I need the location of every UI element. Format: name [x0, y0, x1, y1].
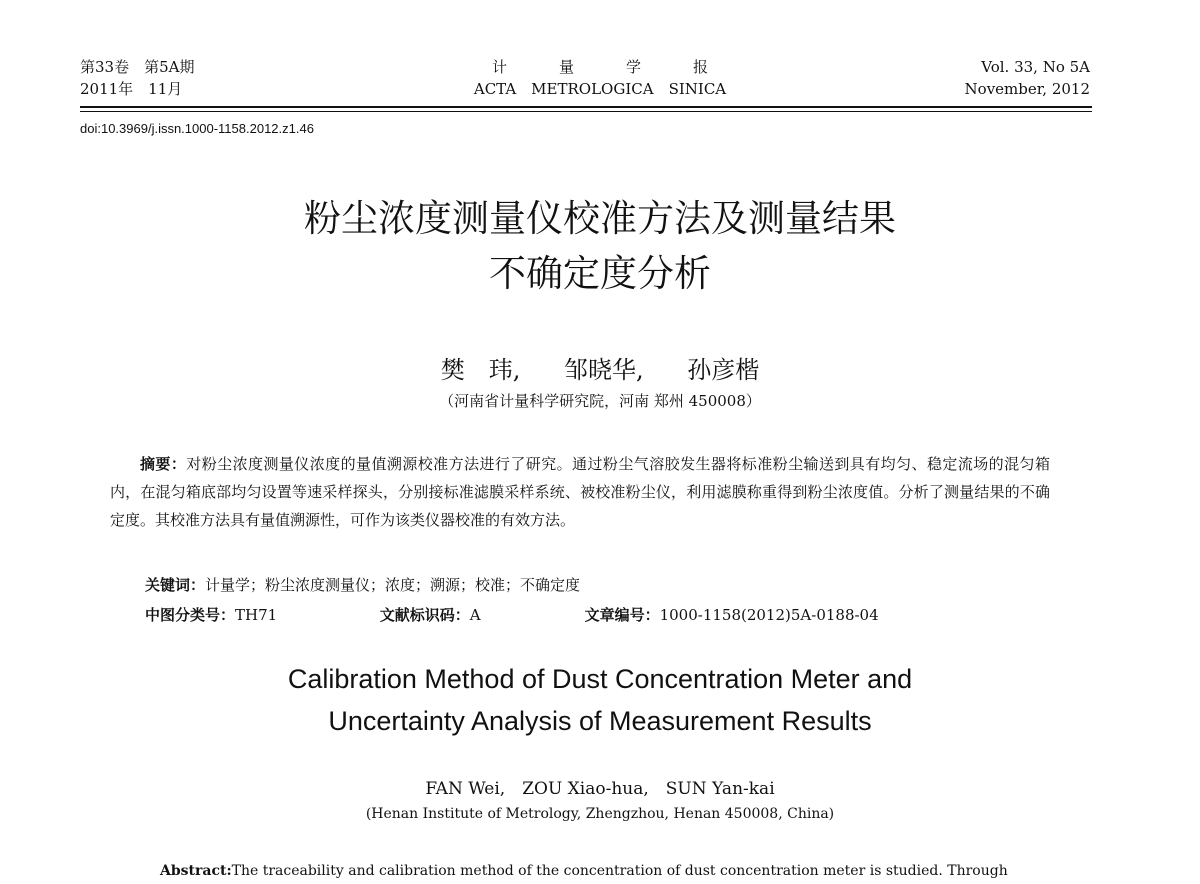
abstract-en-text: The traceability and calibration method of the concentration of dust concentration meter is studied. Through — [231, 863, 1008, 879]
doc-code-label: 文献标识码： — [379, 606, 470, 624]
authors-en: FAN Wei, ZOU Xiao-hua, SUN Yan-kai — [425, 779, 775, 799]
title-cn-line2: 不确定度分析 — [489, 252, 711, 295]
doc-code-value: A — [469, 606, 481, 624]
keywords-cn-label: 关键词： — [145, 576, 206, 594]
journal-volume-en — [965, 56, 1090, 100]
doi[interactable]: doi:10.3969/j.issn.1000-1158.2012.z1.46 — [80, 121, 314, 136]
article-no-value: 1000-1158(2012)5A-0188-04 — [659, 606, 879, 624]
abstract-cn — [110, 450, 1050, 534]
abstract-en-label: Abstract: — [160, 863, 232, 879]
abstract-cn-label: 摘要： — [140, 455, 187, 473]
title-cn-line1: 粉尘浓度测量仪校准方法及测量结果 — [304, 197, 896, 240]
clc-value: TH71 — [235, 606, 278, 624]
title-en-line2: Uncertainty Analysis of Measurement Results — [328, 706, 872, 736]
abstract-cn-text: 对粉尘浓度测量仪浓度的量值溯源校准方法进行了研究。通过粉尘气溶胶发生器将标准粉尘输送到具有均匀、稳定流场的混匀箱内，在混匀箱底部均匀设置等速采样探头，分别接标准滤膜采样系统、被校准粉尘仪，利用滤膜称重得到粉尘浓度值。分析了测量结果的不确定度。其校准方法具有量值溯源性，可作为该类仪器校准的有效方法。 — [110, 455, 1050, 529]
affiliation-cn: （河南省计量科学研究院，河南 郑州 450008） — [439, 392, 761, 410]
article-no-label: 文章编号： — [584, 606, 660, 624]
title-en-line1: Calibration Method of Dust Concentration Meter and — [287, 664, 913, 694]
classification-row — [145, 604, 879, 625]
volume-issue-en: Vol. 33, No 5A — [981, 58, 1090, 76]
date-en: November, 2012 — [964, 80, 1090, 98]
author-cn: 邹晓华, — [564, 356, 644, 384]
author-cn: 孙彦楷 — [687, 356, 760, 384]
date-cn: 2011年 11月 — [80, 80, 183, 98]
volume-issue-cn: 第33卷 第5A期 — [80, 58, 195, 76]
author-cn: 樊 玮, — [440, 356, 521, 384]
clc-label: 中图分类号： — [145, 606, 236, 624]
authors-cn — [0, 350, 1200, 385]
keywords-cn-text: 计量学；粉尘浓度测量仪；浓度；溯源；校准；不确定度 — [205, 576, 581, 594]
abstract-en — [160, 860, 1100, 882]
journal-name-cn: 计量学报 — [491, 58, 760, 76]
header-rule-thick — [80, 106, 1092, 108]
header-rule-thin — [80, 111, 1092, 112]
journal-name-en: ACTA METROLOGICA SINICA — [473, 80, 727, 98]
affiliation-en: (Henan Institute of Metrology, Zhengzhou, Henan 450008, China) — [365, 806, 835, 822]
keywords-cn — [145, 574, 580, 595]
